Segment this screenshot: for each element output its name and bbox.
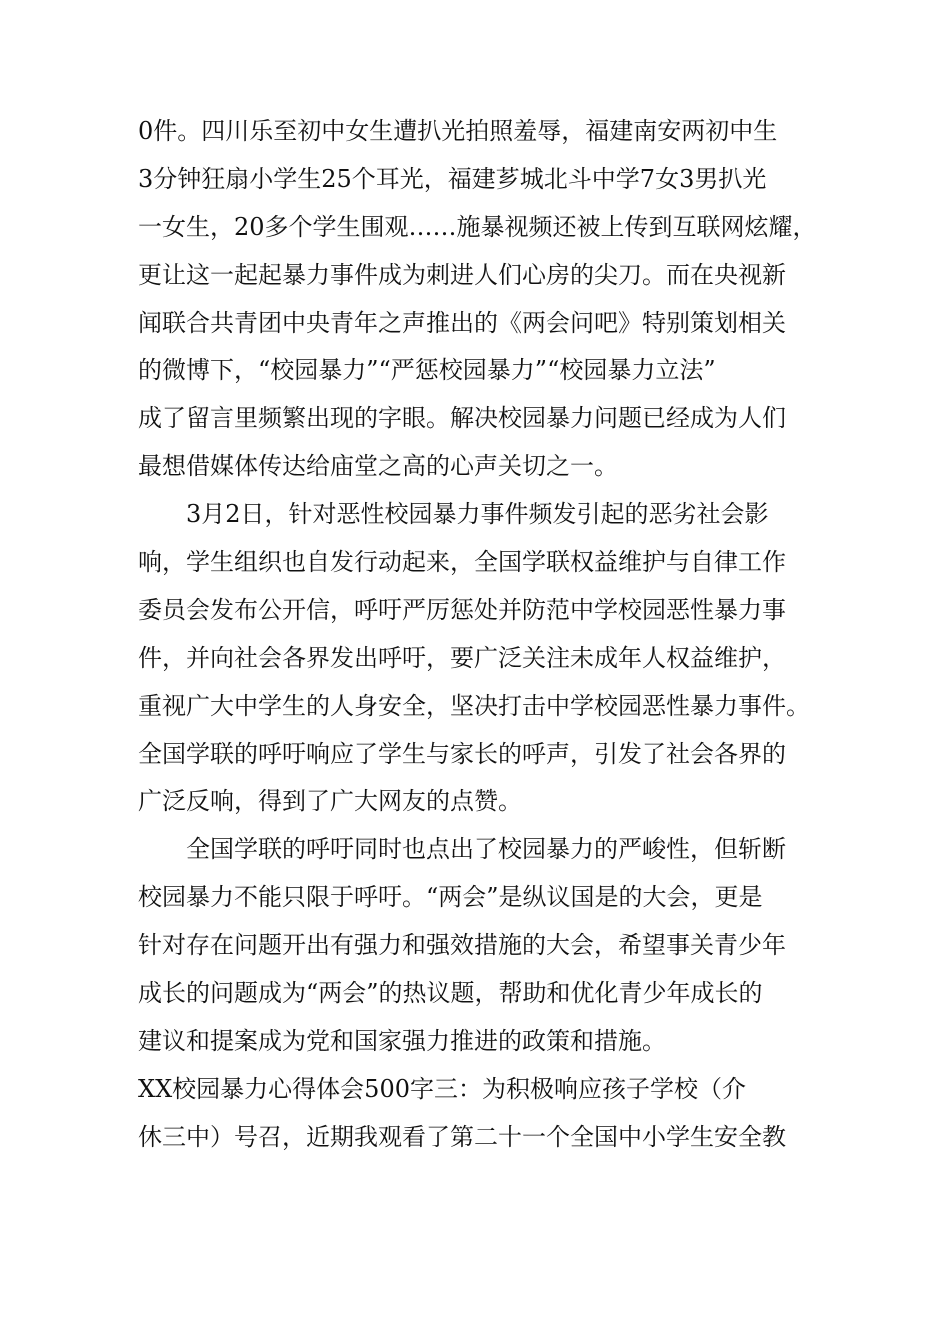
text-line: 建议和提案成为党和国家强力推进的政策和措施。 — [138, 1026, 666, 1055]
text-line: 闻联合共青团中央青年之声推出的《两会问吧》特别策划相关 — [138, 308, 786, 337]
text-line: 全国学联的呼吁响应了学生与家长的呼声，引发了社会各界的 — [138, 739, 786, 768]
text-line: 更让这一起起暴力事件成为刺进人们心房的尖刀。而在央视新 — [138, 260, 786, 289]
text-line: 的微博下，“校园暴力”“严惩校园暴力”“校园暴力立法” — [138, 356, 716, 385]
paragraph-start-line: 3月2日，针对恶性校园暴力事件频发引起的恶劣社会影 — [186, 500, 769, 529]
text-line: 重视广大中学生的人身安全，坚决打击中学校园恶性暴力事件。 — [138, 691, 810, 720]
text-line: 成长的问题成为“两会”的热议题，帮助和优化青少年成长的 — [138, 979, 763, 1008]
text-line: 最想借媒体传达给庙堂之高的心声关切之一。 — [138, 452, 618, 481]
body-text — [138, 108, 838, 1162]
paragraph-start-line: 全国学联的呼吁同时也点出了校园暴力的严峻性，但斩断 — [186, 835, 786, 864]
text-line: 件，并向社会各界发出呼吁，要广泛关注未成年人权益维护， — [138, 643, 786, 672]
text-line: 成了留言里频繁出现的字眼。解决校园暴力问题已经成为人们 — [138, 404, 786, 433]
text-line: 0件。四川乐至初中女生遭扒光拍照羞辱，福建南安两初中生 — [138, 117, 778, 145]
text-line: 一女生，20多个学生围观……施暴视频还被上传到互联网炫耀， — [138, 212, 817, 241]
section-heading-line: XX校园暴力心得体会500字三：为积极响应孩子学校（介 — [138, 1074, 746, 1103]
text-line: 广泛反响，得到了广大网友的点赞。 — [138, 787, 522, 816]
text-line: 校园暴力不能只限于呼吁。“两会”是纵议国是的大会，更是 — [138, 883, 763, 912]
text-line: 响，学生组织也自发行动起来，全国学联权益维护与自律工作 — [138, 548, 786, 577]
text-line: 3分钟狂扇小学生25个耳光，福建芗城北斗中学7女3男扒光 — [138, 164, 767, 193]
text-line: 针对存在问题开出有强力和强效措施的大会，希望事关青少年 — [138, 931, 786, 960]
text-line: 休三中）号召，近期我观看了第二十一个全国中小学生安全教 — [138, 1122, 786, 1151]
text-line: 委员会发布公开信，呼吁严厉惩处并防范中学校园恶性暴力事 — [138, 595, 786, 624]
